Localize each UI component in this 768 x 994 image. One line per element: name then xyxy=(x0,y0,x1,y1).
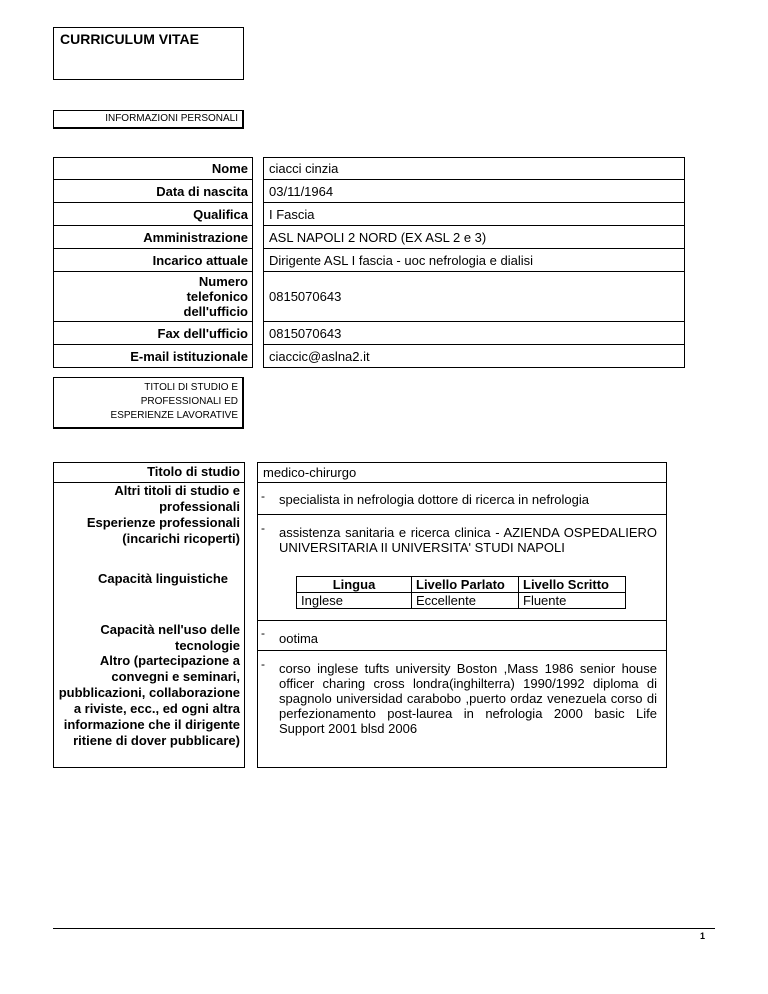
label-nome: Nome xyxy=(54,158,253,180)
value-incarico: Dirigente ASL I fascia - uoc nefrologia e dialisi xyxy=(264,249,685,272)
studies-label-column xyxy=(53,462,245,768)
section-studies-line1: TITOLI DI STUDIO E xyxy=(144,382,238,393)
personal-info-table xyxy=(53,157,685,368)
value-esperienze-container xyxy=(257,521,667,571)
divider xyxy=(257,620,667,621)
section-studies-line2: PROFESSIONALI ED xyxy=(140,396,238,407)
label-incarico: Incarico attuale xyxy=(54,249,253,272)
divider xyxy=(257,482,667,483)
label-altri-titoli: Altri titoli di studio e professionali xyxy=(114,483,240,514)
lang-header-parlato: Livello Parlato xyxy=(412,577,519,593)
label-email: E-mail istituzionale xyxy=(54,345,253,368)
lang-header-lingua: Lingua xyxy=(297,577,412,593)
lang-cell-parlato: Eccellente xyxy=(412,593,519,609)
value-altro: corso inglese tufts university Boston ,Mass 1986 senior house officer charing cross londra(inghilterra) 1990/1992 diploma di spagnolo universidad carabobo ,puerto ordaz venezuela corso di perfezionamento post-laurea in nefrologia 2000 basic Life Support 2001 blsd 2006 xyxy=(279,661,657,736)
table-row xyxy=(54,158,685,180)
table-row xyxy=(54,180,685,203)
cv-title: CURRICULUM VITAE xyxy=(60,31,199,47)
cv-title-box xyxy=(53,27,244,80)
value-titolo: medico-chirurgo xyxy=(263,465,357,480)
label-tecnologie: Capacità nell'uso delle tecnologie xyxy=(100,622,240,653)
value-altri-container xyxy=(257,489,667,513)
value-altri-titoli: specialista in nefrologia dottore di ricerca in nefrologia xyxy=(279,492,590,507)
label-telefono-text: Numero telefonico dell'ufficio xyxy=(183,274,248,319)
value-telefono: 0815070643 xyxy=(264,272,685,322)
page-number: 1 xyxy=(700,931,706,941)
table-row xyxy=(54,322,685,345)
label-lingue: Capacità linguistiche xyxy=(97,571,228,586)
section-personal-info xyxy=(53,110,244,129)
divider xyxy=(257,514,667,515)
value-tecnologie: ootima xyxy=(279,631,319,646)
label-altro: Altro (partecipazione a convegni e seminari, pubblicazioni, collaborazione a riviste, ecc., ed ogni altra informazione che il dirigente ritiene di dover pubblicare) xyxy=(58,653,240,748)
bullet-dash: - xyxy=(261,626,265,640)
bullet-dash: - xyxy=(261,521,265,535)
lang-cell-scritto: Fluente xyxy=(519,593,626,609)
table-header-row xyxy=(297,577,626,593)
label-telefono xyxy=(54,272,253,322)
divider xyxy=(257,650,667,651)
footer-line xyxy=(53,928,715,929)
table-row xyxy=(54,272,685,322)
value-amministrazione: ASL NAPOLI 2 NORD (EX ASL 2 e 3) xyxy=(264,226,685,249)
label-titolo: Titolo di studio xyxy=(147,464,240,479)
label-data-nascita: Data di nascita xyxy=(54,180,253,203)
table-row xyxy=(54,249,685,272)
label-fax: Fax dell'ufficio xyxy=(54,322,253,345)
table-row xyxy=(54,203,685,226)
section-studies xyxy=(53,377,244,429)
bullet-dash: - xyxy=(261,489,265,503)
value-tecnologie-container xyxy=(257,626,667,648)
value-email: ciaccic@aslna2.it xyxy=(264,345,685,368)
value-qualifica: I Fascia xyxy=(264,203,685,226)
bullet-dash: - xyxy=(261,657,265,671)
table-row xyxy=(297,593,626,609)
lang-cell-lingua: Inglese xyxy=(297,593,412,609)
value-altro-container xyxy=(257,657,667,757)
label-qualifica: Qualifica xyxy=(54,203,253,226)
value-nome: ciacci cinzia xyxy=(264,158,685,180)
section-studies-line3: ESPERIENZE LAVORATIVE xyxy=(110,410,238,421)
table-row xyxy=(54,226,685,249)
label-amministrazione: Amministrazione xyxy=(54,226,253,249)
value-esperienze: assistenza sanitaria e ricerca clinica - AZIENDA OSPEDALIERO UNIVERSITARIA II UNIVERSITA' STUDI NAPOLI xyxy=(279,525,657,555)
value-data-nascita: 03/11/1964 xyxy=(264,180,685,203)
lang-header-scritto: Livello Scritto xyxy=(519,577,626,593)
value-fax: 0815070643 xyxy=(264,322,685,345)
label-esperienze xyxy=(58,515,240,547)
table-row xyxy=(54,345,685,368)
section-personal-info-title: INFORMAZIONI PERSONALI xyxy=(105,113,238,124)
divider xyxy=(53,482,245,483)
languages-table xyxy=(296,576,626,609)
label-esperienze-text: Esperienze professionali (incarichi ricoperti) xyxy=(86,515,240,546)
